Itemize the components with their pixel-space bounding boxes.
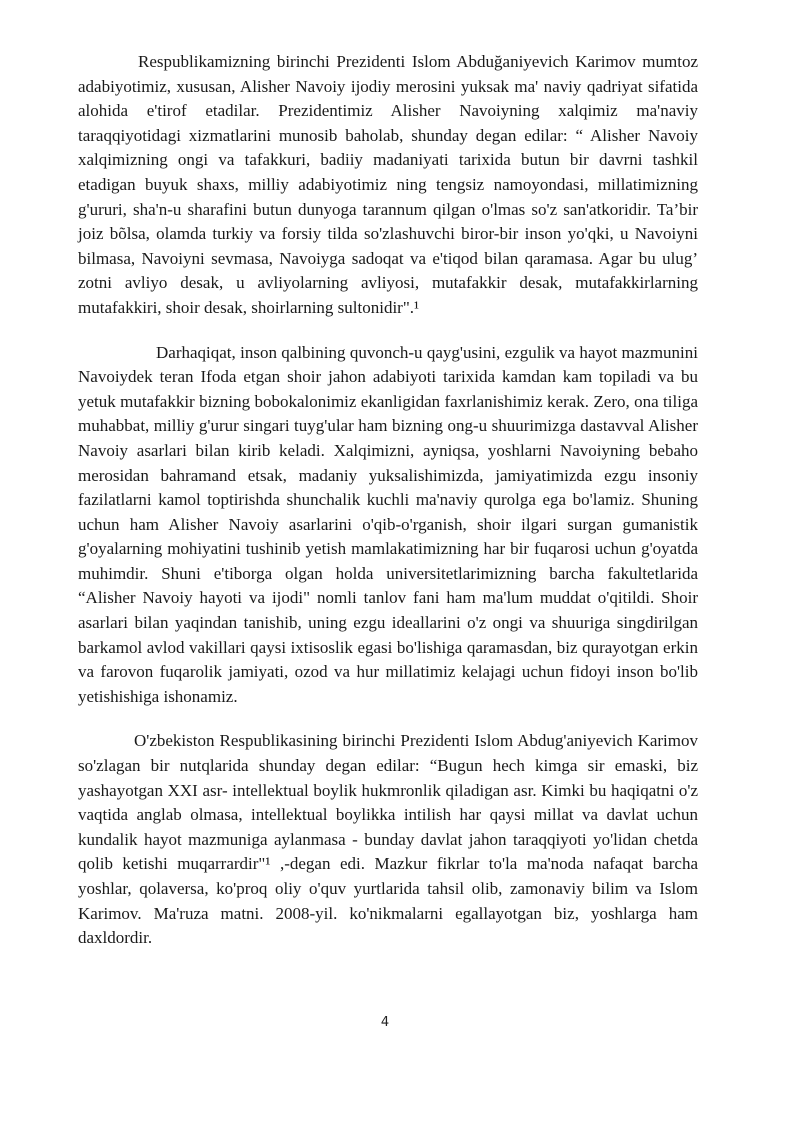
paragraph-2: Darhaqiqat, inson qalbining quvonch-u qayg'usini, ezgulik va hayot mazmunini Navoiydek teran Ifoda etgan shoir jahon adabiyoti tarixida kamdan kam topiladi va bu yetuk mutafakkir bizning bobokalonimiz ekanligidan faxrlanishimiz kerak. Zero, ona tiliga muhabbat, milliy g'urur singari tuyg'ular ham bizning ong-u shuurimizga dastavval Alisher Navoiy asarlari bilan kirib keladi. Xalqimizni, ayniqsa, yoshlarni Navoiyning bebaho merosidan bahramand etsak, madaniy yuksalishimizda, jamiyatimizda ezgu insoniy fazilatlarni kamol toptirishda shunchalik kuchli ma'naviy qurolga ega bo'lamiz. Shuning uchun ham Alisher Navoiy asarlarini o'qib-o'rganish, shoir ilgari surgan gumanistik g'oyalarning mohiyatini tushinib yetish mamlakatimizning har bir fuqarosi uchun g'oyatda muhimdir. Shuni e'tiborga olgan holda universitetlarimizning barcha fakultetlarida “Alisher Navoiy hayoti va ijodi" nomli tanlov fani ham ma'lum muddat o'qitildi. Shoir asarlari bilan yaqindan tanishib, uning ezgu ideallarini o'z ongi va shuuriga singdirilgan barkamol avlod vakillari qaysi ixtisoslik egasi bo'lishiga qaramasdan, biz qurayotgan erkin va farovon fuqarolik jamiyati, ozod va hur millatimiz kelajagi uchun fidoyi inson bo'lib yetishishiga ishonamiz. xyxy=(78,342,698,706)
page-number: 4 xyxy=(380,1015,390,1030)
paragraph-1: Respublikamizning birinchi Prezidenti Islom Abduğaniyevich Karimov mumtoz adabiyotimiz, xususan, Alisher Navoiy ijodiy merosini yuksak ma' naviy qadriyat sifatida alohida e'tirof etadilar. Prezidentimiz Alisher Navoiyning xalqimiz ma'naviy taraqqiyotidagi xizmatlarini munosib baholab, shunday degan edilar: “ Alisher Navoiy xalqimizning ongi va tafakkuri, badiiy madaniyati tarixida butun bir davrni tashkil etadigan buyuk shaxs, milliy adabiyotimiz ning tengsiz namoyondasi, millatimizning g'ururi, sha'n-u sharafini butun dunyoga tarannum qilgan o'lmas so'z san'atkoridir. Ta’bir joiz bõlsa, olamda turkiy va forsiy tilda so'zlashuvchi biror-bir inson yo'qki, u Navoiyni bilmasa, Navoiyni sevmasa, Navoiyga sadoqat va e'tiqod bilan qaramasa. Agar bu ulug’ zotni avliyo desak, u avliyolarning avliyosi, mutafakkir desak, mutafakkirlarning mutafakkiri, shoir desak, shoirlarning sultonidir".¹ xyxy=(78,52,698,317)
document-page xyxy=(78,50,698,951)
paragraph-3: O'zbekiston Respublikasining birinchi Prezidenti Islom Abdug'aniyevich Karimov so'zlagan bir nutqlarida shunday degan edilar: “Bugun hech kimga sir emaski, biz yashayotgan XXI asr- intellektual boylik hukmronlik qiladigan asr. Kimki bu haqiqatni o'z vaqtida anglab olmasa, intellektual boylikka intilish har qaysi millat va davlat uchun kundalik hayot mazmuniga aylanmasa - bunday davlat jahon taraqqiyoti yo'lidan chetda qolib ketishi muqarrardir"¹ ,-degan edi. Mazkur fikrlar to'la ma'noda nafaqat barcha yoshlar, qolaversa, ko'proq oliy o'quv yurtlarida tahsil olib, zamonaviy bilim va Islom Karimov. Ma'ruza matni. 2008-yil. ko'nikmalarni egallayotgan biz, yoshlarga ham daxldordir. xyxy=(78,731,698,948)
